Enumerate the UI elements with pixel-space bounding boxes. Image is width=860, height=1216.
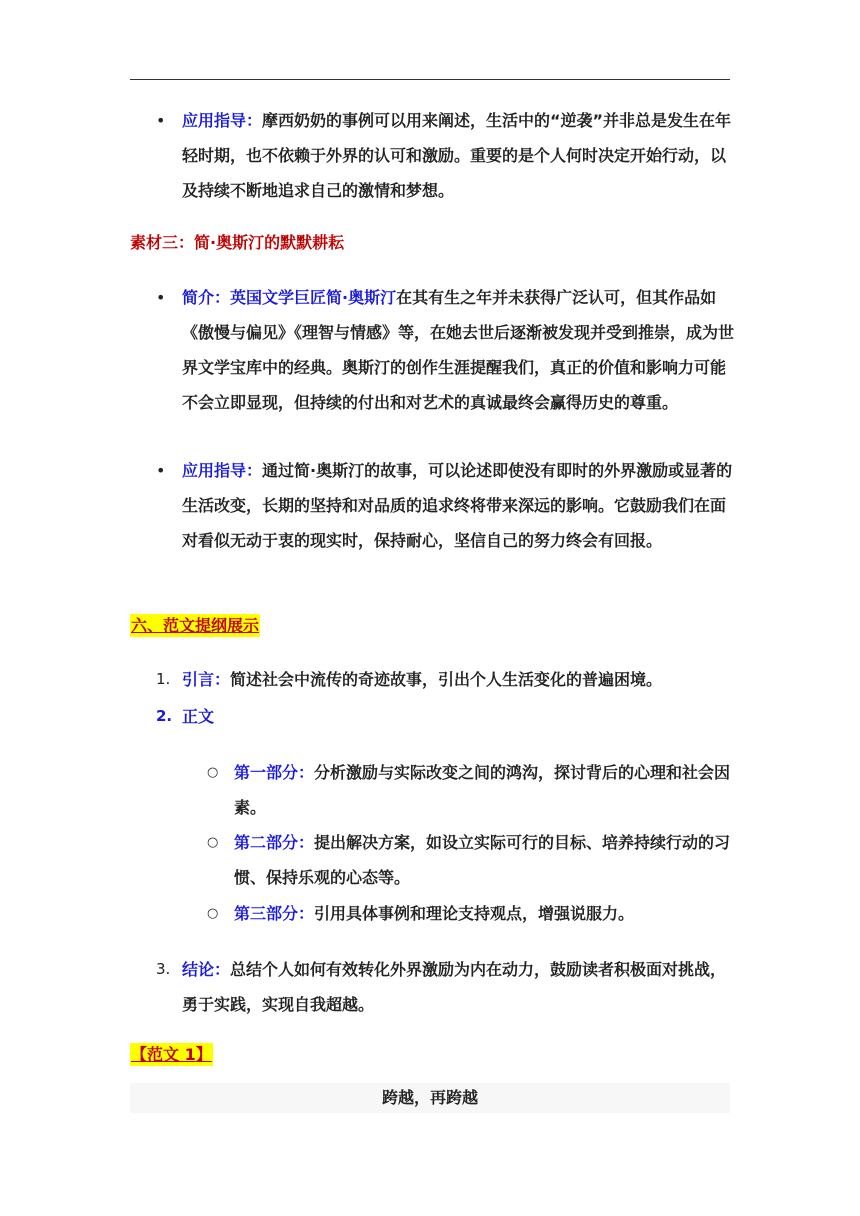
- sub-item-text: 分析激励与实际改变之间的鸿沟，探讨背后的心理和社会因素。: [234, 763, 731, 817]
- outline-heading: [130, 614, 260, 638]
- intro-label: 简介：英国文学巨匠简·奥斯汀: [182, 288, 397, 307]
- bullet-icon: •: [156, 461, 166, 480]
- guide-label: 应用指导：: [182, 111, 263, 130]
- essay-title: 跨越，再跨越: [130, 1083, 730, 1113]
- essay-tag-text: 【范文 1】: [131, 1045, 212, 1064]
- bullet-icon: •: [156, 288, 166, 307]
- moses-guide-paragraph: [182, 103, 734, 208]
- circle-bullet-icon: ○: [207, 765, 219, 780]
- guide-label: 应用指导：: [182, 461, 263, 480]
- sub-item-text: 提出解决方案，如设立实际可行的目标、培养持续行动的习惯、保持乐观的心态等。: [234, 833, 731, 887]
- item-number: 1.: [156, 670, 171, 688]
- sub-item: [234, 896, 734, 931]
- sub-item-text: 引用具体事例和理论支持观点，增强说服力。: [314, 904, 635, 923]
- outline-heading-text: 六、范文提纲展示: [131, 616, 260, 635]
- sub-item-label: 第二部分：: [234, 833, 315, 852]
- austen-guide-paragraph: [182, 453, 734, 558]
- outline-item-conclusion: [182, 952, 734, 1022]
- sub-item-label: 第一部分：: [234, 763, 315, 782]
- circle-bullet-icon: ○: [207, 906, 219, 921]
- austen-intro-paragraph: [182, 280, 734, 420]
- circle-bullet-icon: ○: [207, 835, 219, 850]
- intro-text: 在其有生之年并未获得广泛认可，但其作品如《傲慢与偏见》《理智与情感》等，在她去世后逐渐被发现并受到推崇，成为世界文学宝库中的经典。奥斯汀的创作生涯提醒我们，真正的价值和影响力可能不会立即显现，但持续的付出和对艺术的真诚最终会赢得历史的尊重。: [182, 288, 735, 412]
- guide-text: 通过简·奥斯汀的故事，可以论述即使没有即时的外界激励或显著的生活改变，长期的坚持和对品质的追求终将带来深远的影响。它鼓励我们在面对看似无动于衷的现实时，保持耐心，坚信自己的努力终会有回报。: [182, 461, 733, 550]
- item-number: 3.: [156, 960, 171, 978]
- essay-tag: [130, 1043, 213, 1067]
- item-number: 2.: [156, 707, 173, 725]
- item-text: 总结个人如何有效转化外界激励为内在动力，鼓励读者积极面对挑战，勇于实践，实现自我超越。: [182, 960, 727, 1014]
- sub-item-label: 第三部分：: [234, 904, 315, 923]
- item-label: 结论：: [182, 960, 231, 979]
- item-label: 正文: [182, 707, 215, 726]
- sub-item: [234, 755, 734, 825]
- sub-item: [234, 825, 734, 895]
- header-rule: [130, 79, 730, 80]
- material-three-heading: 素材三：简·奥斯汀的默默耕耘: [130, 233, 345, 252]
- outline-item-intro: [182, 662, 734, 697]
- guide-text: 摩西奶奶的事例可以用来阐述，生活中的“逆袭”并非总是发生在年轻时期，也不依赖于外界的认可和激励。重要的是个人何时决定开始行动，以及持续不断地追求自己的激情和梦想。: [182, 111, 732, 200]
- outline-item-body: [182, 699, 734, 734]
- item-label: 引言：: [182, 670, 231, 689]
- bullet-icon: •: [156, 111, 166, 130]
- item-text: 简述社会中流传的奇迹故事，引出个人生活变化的普遍困境。: [230, 670, 663, 689]
